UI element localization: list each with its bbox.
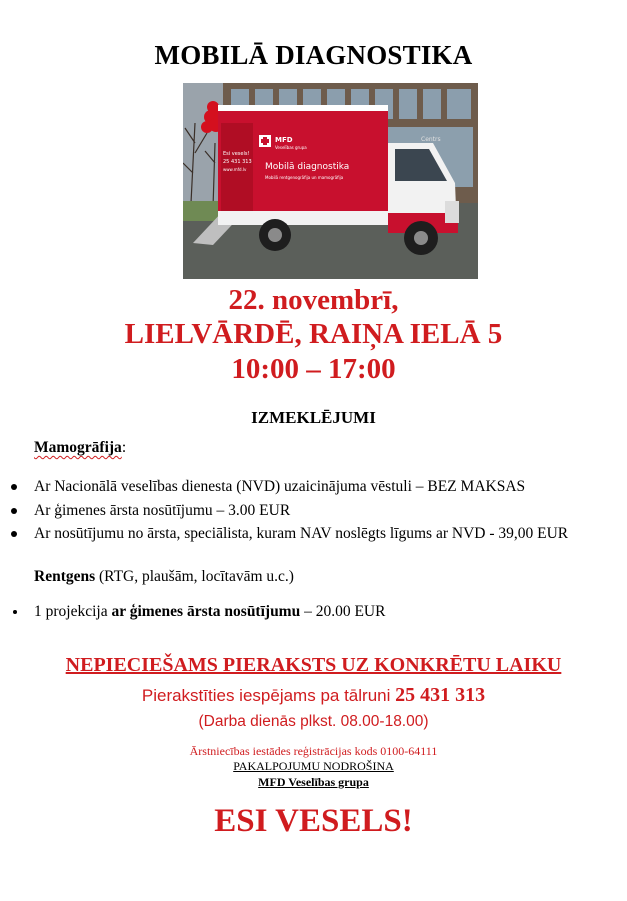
bullet-icon <box>11 484 17 490</box>
provided-by: PAKALPOJUMU NODROŠINA <box>233 759 394 773</box>
booking-phone-prefix: Pierakstīties iespējams pa tālruni <box>141 686 396 705</box>
truck-side-phone: 25 431 313 <box>223 159 252 165</box>
list-item <box>0 475 568 499</box>
truck-brand: MFD <box>275 136 293 144</box>
xray-item-bold: ar ģimenes ārsta nosūtījumu <box>111 603 301 620</box>
list-item-text: Ar nosūtījumu no ārsta, speciālista, kuram NAV noslēgts līgums ar NVD - 39,00 EUR <box>34 525 569 542</box>
building-sign: Centrs <box>421 136 441 143</box>
mamography-list <box>0 475 568 546</box>
slogan: ESI VESELS! <box>214 803 413 839</box>
truck-subtext: Mobilā rentgenogrāfija un mamogrāfija <box>265 175 344 180</box>
bullet-icon <box>13 610 17 614</box>
truck-brand-sub: Veselības grupa <box>275 145 307 150</box>
list-item-text: Ar Nacionālā veselības dienesta (NVD) uzaicinājuma vēstuli – BEZ MAKSAS <box>34 478 526 495</box>
truck-illustration <box>183 83 478 279</box>
truck-side-web: www.mfd.lv <box>223 167 247 172</box>
mamography-label-colon: : <box>121 439 127 456</box>
truck-side-text: Esi vesels! <box>223 151 250 157</box>
xray-label <box>34 568 294 586</box>
xray-item-suffix: – 20.00 EUR <box>300 603 386 620</box>
event-place: LIELVĀRDĒ, RAIŅA IELĀ 5 <box>124 318 503 350</box>
list-item <box>0 600 385 624</box>
booking-hours: (Darba dienās plkst. 08.00-18.00) <box>198 713 429 730</box>
list-item-text: Ar ģimenes ārsta nosūtījumu – 3.00 EUR <box>34 501 291 519</box>
page-title: MOBILĀ DIAGNOSTIKA <box>154 40 473 70</box>
truck-photo <box>183 83 478 279</box>
mamography-label <box>34 439 126 457</box>
registration-code: Ārstniecības iestādes reģistrācijas kods 0100-64111 <box>189 744 438 758</box>
booking-phone-line <box>0 684 627 707</box>
company-name: MFD Veselības grupa <box>258 775 369 789</box>
event-time: 10:00 – 17:00 <box>231 353 396 385</box>
xray-item-prefix: 1 projekcija <box>34 603 112 620</box>
booking-phone: 25 431 313 <box>395 684 486 706</box>
list-item <box>0 522 568 546</box>
bullet-icon <box>11 508 17 514</box>
list-item <box>0 499 568 523</box>
mamography-label-text: Mamogrāfija <box>34 439 122 456</box>
exams-heading: IZMEKLĒJUMI <box>251 408 376 427</box>
truck-text: Mobilā diagnostika <box>265 162 350 172</box>
bullet-icon <box>11 531 17 537</box>
xray-label-bold: Rentgens <box>34 568 96 585</box>
event-date: 22. novembrī, <box>228 284 399 316</box>
booking-notice: NEPIECIEŠAMS PIERAKSTS UZ KONKRĒTU LAIKU <box>65 654 562 676</box>
xray-label-rest: (RTG, plaušām, locītavām u.c.) <box>95 568 294 585</box>
xray-list <box>0 600 385 624</box>
